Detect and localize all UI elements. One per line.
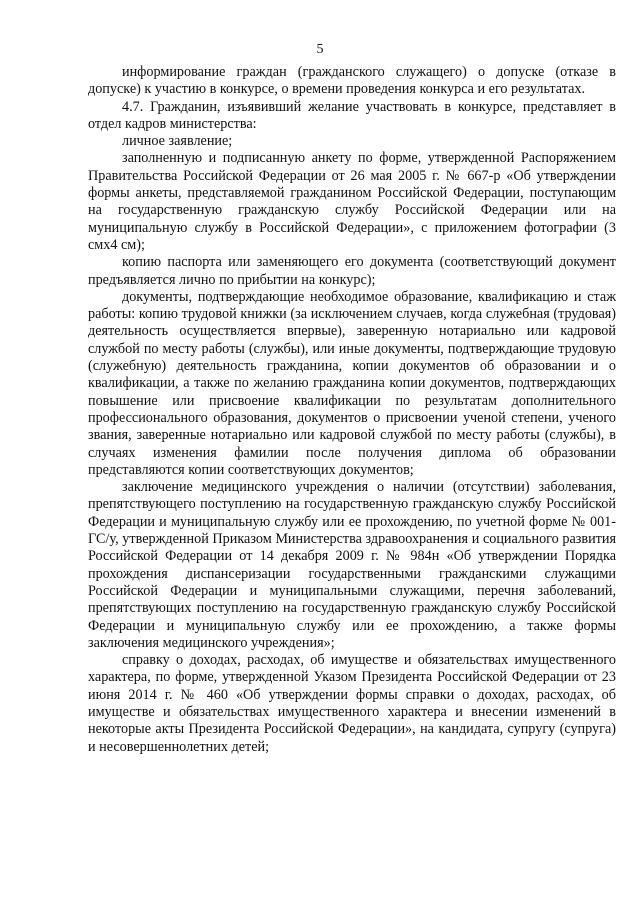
paragraph-notification-result: информирование граждан (гражданского служащего) о допуске (отказе в допуске) к участию в конкурсе, о времени проведения конкурса и его результатах. xyxy=(88,64,616,98)
paragraph-questionnaire: заполненную и подписанную анкету по форме, утвержденной Распоряжением Правительства Российской Федерации от 26 мая 2005 г. № 667-р «Об утверждении формы анкеты, представляемой гражданином Российской Федерации, поступающим на государственную гражданскую службу Российской Федерации или на муниципальную службу в Российской Федерации», с приложением фотографии (3 смх4 см); xyxy=(88,150,616,253)
paragraph-education-documents: документы, подтверждающие необходимое образование, квалификацию и стаж работы: копию трудовой книжки (за исключением случаев, когда служебная (трудовая) деятельность осуществляется впервые), заверенную нотариально или кадровой службой по месту работы (службы), или иные документы, подтверждающие трудовую (служебную) деятельность гражданина, копии документов об образовании и о квалификации, а также по желанию гражданина копии документов, подтверждающих повышение или присвоение квалификации по результатам дополнительного профессионального образования, документов о присвоении ученой степени, ученого звания, заверенные нотариально или кадровой службой по месту работы (службы), в случаях изменения фамилии после получения диплома об образовании представляются копии соответствующих документов; xyxy=(88,288,616,478)
paragraph-personal-application: личное заявление; xyxy=(122,133,233,150)
paragraph-income-statement: справку о доходах, расходах, об имуществе и обязательствах имущественного характера, по форме, утвержденной Указом Президента Российской Федерации от 23 июня 2014 г. № 460 «Об утверждении формы справки о доходах, расходах, об имуществе и обязательствах имущественного характера и внесении изменений в некоторые акты Президента Российской Федерации», на кандидата, супругу (супруга) и несовершеннолетних детей; xyxy=(88,652,616,755)
paragraph-section-4-7: 4.7. Гражданин, изъявивший желание участвовать в конкурсе, представляет в отдел кадров министерства: xyxy=(88,98,616,132)
page-number: 5 xyxy=(316,42,324,57)
paragraph-passport-copy: копию паспорта или заменяющего его документа (соответствующий документ предъявляется лично по прибытии на конкурс); xyxy=(88,254,616,288)
paragraph-medical-conclusion: заключение медицинского учреждения о наличии (отсутствии) заболевания, препятствующего поступлению на государственную гражданскую службу Российской Федерации и муниципальную службу или ее прохождению, по учетной форме № 001-ГС/у, утвержденной Приказом Министерства здравоохранения и социального развития Российской Федерации от 14 декабря 2009 г. № 984н «Об утверждении Порядка прохождения диспансеризации государственными гражданскими служащими Российской Федерации и муниципальными служащими, перечня заболеваний, препятствующих поступлению на государственную гражданскую службу Российской Федерации и муниципальную службу или ее прохождению, а также формы заключения медицинского учреждения»; xyxy=(88,479,616,651)
document-body xyxy=(88,64,616,756)
